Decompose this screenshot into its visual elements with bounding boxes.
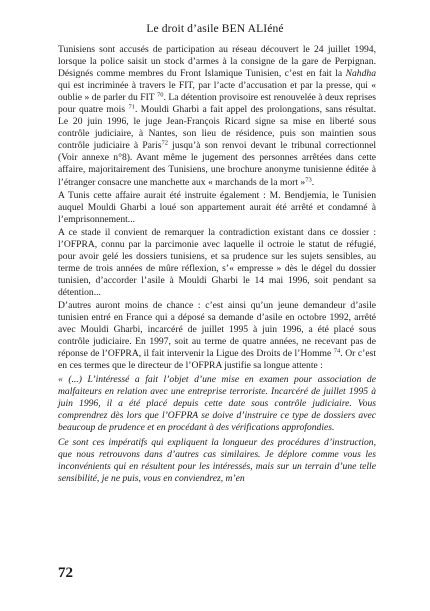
italic-text: Nahdha — [345, 68, 376, 80]
text-run: . La détention provisoire est renouvelée à deux reprises pour quatre mois — [58, 92, 376, 116]
footnote-ref: 70 — [156, 91, 164, 99]
text-run: A ce stade il convient de remarquer la contradiction existant dans ce dossier : l’OFPRA, connu par la parcimonie avec laquelle il octroie le statut de réfugié, pour avoir gelé les dossiers tunisiens, et sa prudence sur les sujets sensibles, au terme de trois années de mûre réflexion, s’« empresse » dès le dégel du dossier tunisien, d’accorder l’asile à Mouldi Gharbi le 14 mai 1996, soit pendant sa détention... — [58, 226, 376, 298]
text-run: A Tunis cette affaire aurait été instruite également : M. Bendjemia, le Tunisien auquel Mouldi Gharbi a loué son appartement aurait été arrêté et condamné à l’emprisonnement... — [58, 189, 376, 225]
body-paragraph — [58, 44, 376, 189]
text-run: « (...) L’intéressé a fait l’objet d’une mise en examen pour association de malfaiteurs en relation avec une entreprise terroriste. Incarcéré de juillet 1995 à juin 1996, il a été placé depuis cette date sous contrôle judiciaire. Vous comprendrez dès lors que l’OFPRA se doive d’instruire ce type de dossiers avec beaucoup de prudence et en procédant à des vérifications approfondies. — [58, 374, 376, 434]
text-run: Ce sont ces impératifs qui expliquent la longueur des procédures d’instruction, que nous retrouvons dans d’autres cas similaires. Je déplore comme vous les inconvénients qui en résultent pour les intéressés, mais sur un terrain d’une telle sensibilité, je ne puis, vous en conviendrez, m’en — [58, 436, 376, 484]
body-paragraph — [58, 190, 376, 226]
body-paragraph — [58, 227, 376, 299]
footnote-ref: 72 — [161, 139, 169, 147]
text-run: . Mouldi Gharbi a fait appel des prolongations, sans résultat. Le 20 juin 1996, le juge Jean-François Ricard signe sa mise en liberté sous contrôle judiciaire, à Nantes, son lieu de résidence, puis son maintien sous contrôle judiciaire à Paris — [58, 104, 376, 152]
text-run: . Or c’est en ces termes que le directeur de l’OFPRA justifie sa longue attente : — [58, 348, 376, 372]
text-run: D’autres auront moins de chance : c’est ainsi qu’un jeune demandeur d’asile tunisien entré en France qui a déposé sa demande d’asile en octobre 1992, arrêté avec Mouldi Gharbi, incarcéré de juillet 1995 à juin 1996, a été placé sous contrôle judiciaire. En 1997, soit au terme de quatre années, ne recevant pas de réponse de l’OFPRA, il fait intervenir la Ligue des Droits de l’Homme — [58, 299, 376, 360]
page-number: 72 — [58, 565, 73, 581]
text-run: Tunisiens sont accusés de participation au réseau découvert le 24 juillet 1994, lorsque la police saisit un stock d’armes à la consigne de la gare de Perpignan. Désignés comme membres du Front Islamique Tunisien, c’est en fait la — [58, 44, 376, 80]
text-run: qui est incriminée à travers le FIT, par l’acte d’accusation et par la presse, qui « oublie » de parler du FIT — [58, 80, 376, 104]
quote-paragraph — [58, 437, 376, 485]
quote-paragraph — [58, 374, 376, 434]
footnote-ref: 73 — [305, 176, 312, 184]
body-paragraph — [58, 300, 376, 372]
text-run: . — [311, 176, 315, 188]
running-head: Le droit d’asile BEN ALIéné — [146, 22, 284, 35]
footnote-ref: 74 — [333, 347, 341, 355]
body-text — [58, 44, 376, 485]
footnote-ref: 71 — [128, 103, 135, 111]
text-run: jusqu’à son renvoi devant le tribunal correctionnel (Voir annexe n°8). Avant même le jugement des personnes arrêtées dans cette affaire, majoritairement des Tunisiens, une brochure anonyme tunisienne éditée à l’étranger consacre une manchette aux « marchands de la mort » — [58, 140, 376, 188]
